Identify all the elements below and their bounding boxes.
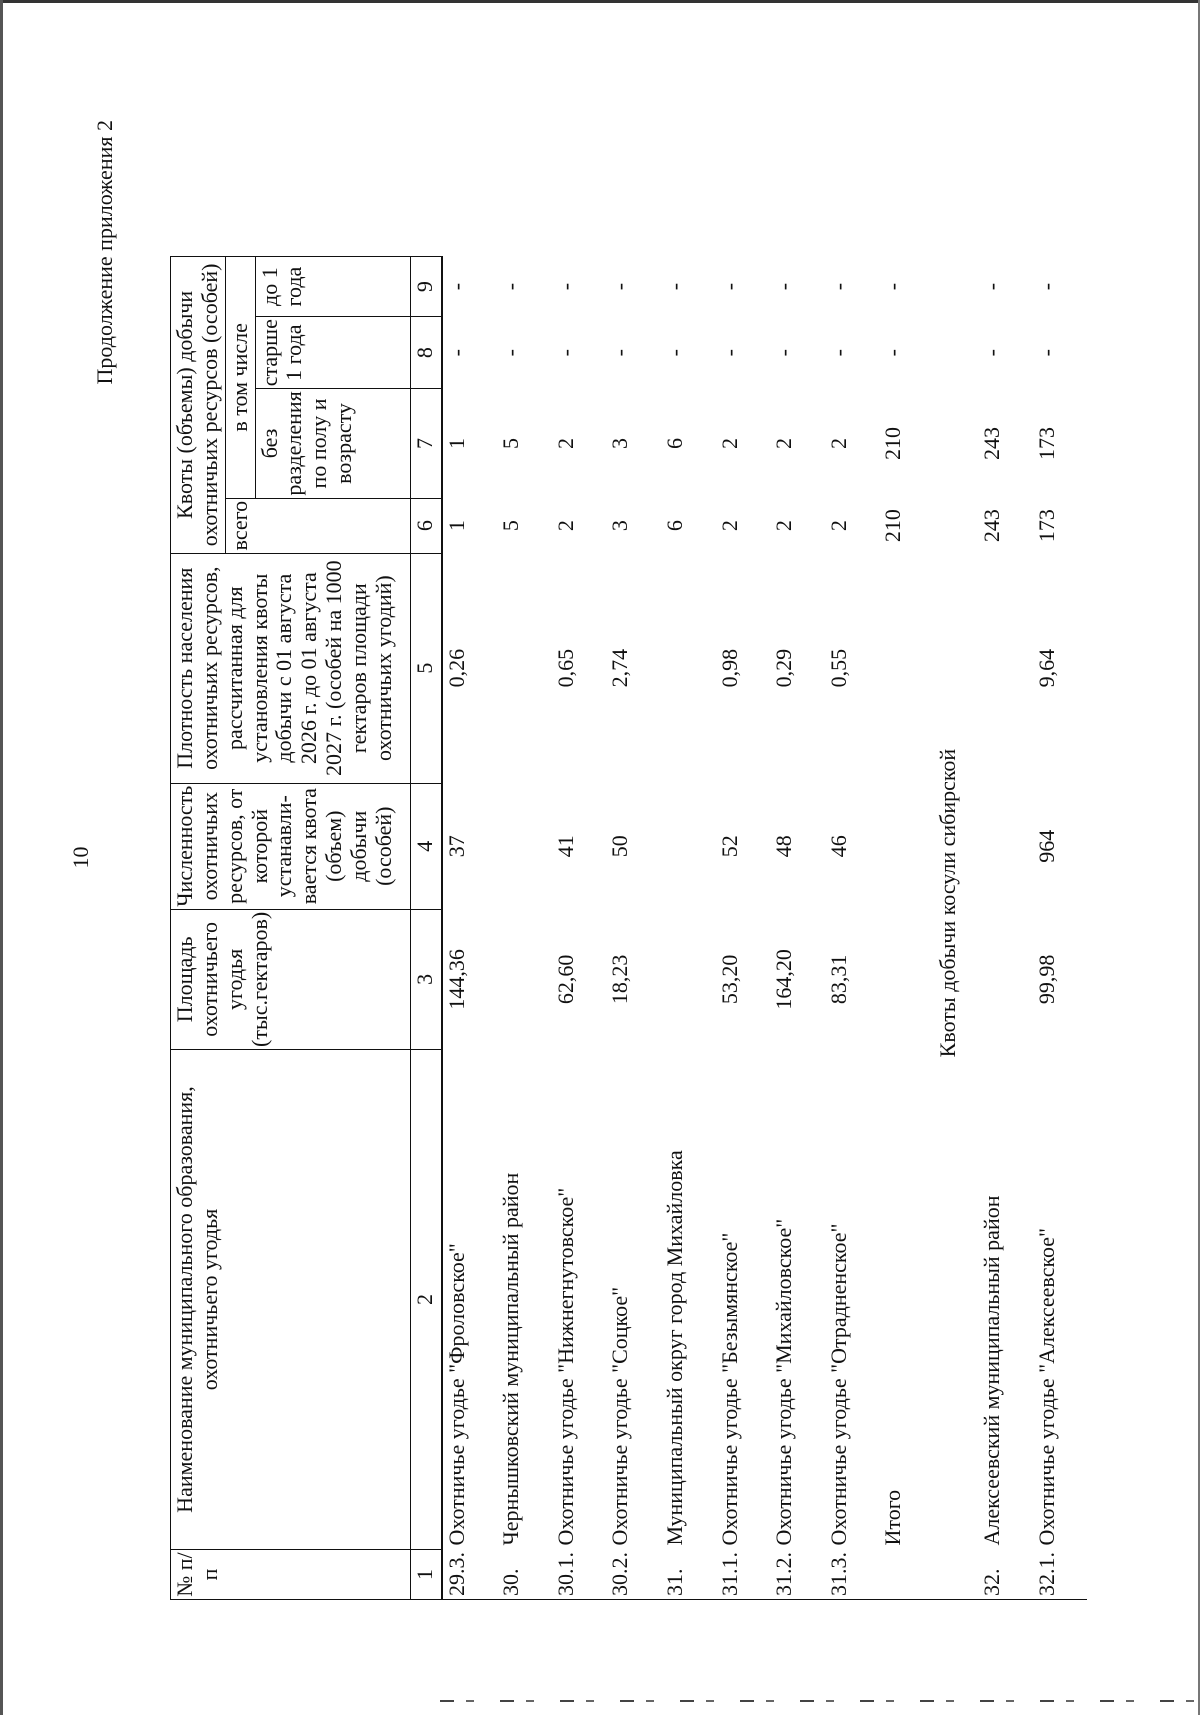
table-row (1033, 257, 1088, 1600)
row-count: 50 (607, 835, 633, 858)
row-older: - (1033, 349, 1059, 357)
row-number: 29.3. (442, 1550, 498, 1600)
row-name: Охотничье угодье "Безымянское" (716, 1232, 742, 1546)
row-no-division: 2 (825, 437, 851, 449)
row-number: 31.3. (825, 1550, 880, 1600)
row-older: - (443, 349, 469, 357)
header-including: в том числе (225, 257, 255, 499)
row-count: 52 (716, 835, 742, 858)
row-older: - (716, 349, 742, 357)
table-row (442, 257, 498, 1600)
row-number: 30.1. (552, 1550, 607, 1600)
row-density: 9,64 (1033, 648, 1059, 688)
row-no-division: 2 (771, 437, 797, 449)
header-quota-group: Квоты (объемы) добычи охотничьих ресурсов (особей) (171, 257, 226, 554)
section-title-row (934, 257, 978, 1600)
row-density (497, 553, 552, 783)
row-total: 3 (607, 520, 633, 532)
row-number: 31.1. (716, 1550, 771, 1600)
row-area (661, 909, 716, 1049)
row-young: - (771, 282, 797, 291)
row-young: - (825, 282, 851, 291)
row-total: 6 (661, 520, 687, 532)
row-name: Охотничье угодье "Нижнегнутовское" (552, 1187, 578, 1546)
quota-table (170, 256, 1087, 1600)
row-density: 0,98 (716, 648, 742, 688)
row-no-division: 210 (880, 426, 906, 460)
row-area (978, 909, 1033, 1049)
row-total: 5 (498, 520, 524, 532)
row-area (879, 909, 934, 1049)
row-density: 0,65 (552, 648, 578, 688)
row-number (879, 1550, 934, 1600)
header-area: Площадь охотничьего угодья (тыс.гектаров) (171, 909, 411, 1049)
row-no-division: 5 (498, 437, 524, 449)
row-no-division: 6 (661, 437, 687, 449)
table-row (552, 257, 607, 1600)
row-total: 1 (443, 520, 469, 532)
row-no-division: 1 (443, 437, 469, 449)
row-no-division: 243 (978, 426, 1004, 460)
page-number: 10 (68, 846, 93, 869)
row-area: 83,31 (825, 954, 851, 1005)
row-older: - (552, 349, 578, 357)
row-total: 2 (552, 520, 578, 532)
row-density: 0,29 (771, 648, 797, 688)
row-older: - (880, 349, 906, 357)
table-row (661, 257, 716, 1600)
row-older: - (825, 349, 851, 357)
row-area: 99,98 (1033, 954, 1059, 1005)
row-name: Охотничье угодье "Фроловское" (443, 1243, 469, 1546)
row-young: - (552, 282, 578, 291)
row-name: Охотничье угодье "Михайловское" (771, 1218, 797, 1546)
table-row (606, 257, 661, 1600)
header-no-division: без разделения по полу и возрасту (255, 389, 410, 498)
row-young: - (661, 282, 687, 291)
table-row (825, 257, 880, 1600)
header-density: Плотность населения охотничьих ресурсов, рассчитанная для установления квоты добычи с 01 августа 2026 г. до 01 августа 2027 г. (особей на 1000 гектаров площади охотничьих угодий) (171, 553, 411, 783)
row-young: - (498, 282, 524, 291)
table-row (978, 257, 1033, 1600)
table-row (497, 257, 552, 1600)
row-total: 2 (771, 520, 797, 532)
header-total: всего (225, 498, 410, 553)
table-row-total (879, 257, 934, 1600)
row-total: 2 (716, 520, 742, 532)
row-count: 37 (443, 835, 469, 858)
row-no-division: 3 (607, 437, 633, 449)
section-title: Квоты добычи косули сибирской (934, 748, 960, 1058)
column-number: 1 (410, 1550, 442, 1600)
row-area: 164,20 (771, 949, 797, 1010)
row-number: 30. (497, 1550, 552, 1600)
row-number: 32.1. (1033, 1550, 1088, 1600)
row-name: Итого (880, 1489, 906, 1546)
row-name: Алексеевский муниципальный район (978, 1195, 1004, 1546)
row-older: - (978, 349, 1004, 357)
column-number: 4 (410, 783, 442, 909)
column-number: 5 (410, 553, 442, 783)
row-density: 2,74 (607, 648, 633, 688)
row-density: 0,26 (443, 648, 469, 688)
column-number-row (410, 257, 442, 1600)
row-name: Чернышковский муниципальный район (498, 1172, 524, 1546)
row-count: 964 (1033, 829, 1059, 863)
continuation-caption: Продолжение приложения 2 (92, 120, 117, 385)
table-row (770, 257, 825, 1600)
row-number: 31. (661, 1550, 716, 1600)
row-count: 46 (825, 835, 851, 858)
column-number: 7 (410, 389, 442, 498)
table-row (716, 257, 771, 1600)
column-number: 6 (410, 498, 442, 553)
row-name: Охотничье угодье "Отрадненское" (825, 1223, 851, 1546)
header-name: Наименование муниципального образования, охотничьего угодья (171, 1050, 411, 1550)
row-older: - (607, 349, 633, 357)
row-total: 243 (978, 509, 1004, 543)
row-young: - (607, 282, 633, 291)
row-name: Охотничье угодье "Соцкое" (607, 1286, 633, 1546)
row-area: 18,23 (607, 954, 633, 1005)
column-number: 9 (410, 257, 442, 317)
row-area (497, 909, 552, 1049)
row-older: - (498, 349, 524, 357)
row-density (879, 553, 934, 783)
row-density: 0,55 (825, 648, 851, 688)
row-number: 32. (978, 1550, 1033, 1600)
column-number: 8 (410, 317, 442, 389)
row-total: 173 (1033, 509, 1059, 543)
column-number: 2 (410, 1050, 442, 1550)
row-young: - (443, 282, 469, 291)
row-young: - (978, 282, 1004, 291)
row-total: 2 (825, 520, 851, 532)
header-count: Численность охотничьих ресурсов, от которой устанавли-вается квота (объем) добычи (особей) (171, 783, 411, 909)
row-young: - (880, 282, 906, 291)
column-number: 3 (410, 909, 442, 1049)
header-row-1 (171, 257, 226, 1600)
row-count (978, 783, 1033, 909)
row-count (661, 783, 716, 909)
row-count (879, 783, 934, 909)
row-count: 48 (771, 835, 797, 858)
row-number: 31.2. (770, 1550, 825, 1600)
row-no-division: 2 (716, 437, 742, 449)
row-number: 30.2. (606, 1550, 661, 1600)
header-number: № п/п (171, 1550, 411, 1600)
row-density (978, 553, 1033, 783)
row-older: - (771, 349, 797, 357)
row-total: 210 (880, 509, 906, 543)
row-no-division: 173 (1033, 426, 1059, 460)
row-density (661, 553, 716, 783)
row-count: 41 (552, 835, 578, 858)
row-area: 144,36 (443, 949, 469, 1010)
row-area: 53,20 (716, 954, 742, 1005)
row-count (497, 783, 552, 909)
row-older: - (661, 349, 687, 357)
row-name: Охотничье угодье "Алексеевское" (1033, 1227, 1059, 1546)
row-area: 62,60 (552, 954, 578, 1005)
row-young: - (1033, 282, 1059, 291)
row-name: Муниципальный округ город Михайловка (661, 1150, 687, 1546)
row-no-division: 2 (552, 437, 578, 449)
row-young: - (716, 282, 742, 291)
header-under-1-year: до 1 года (255, 257, 410, 317)
header-older-1-year: старше 1 года (255, 317, 410, 389)
